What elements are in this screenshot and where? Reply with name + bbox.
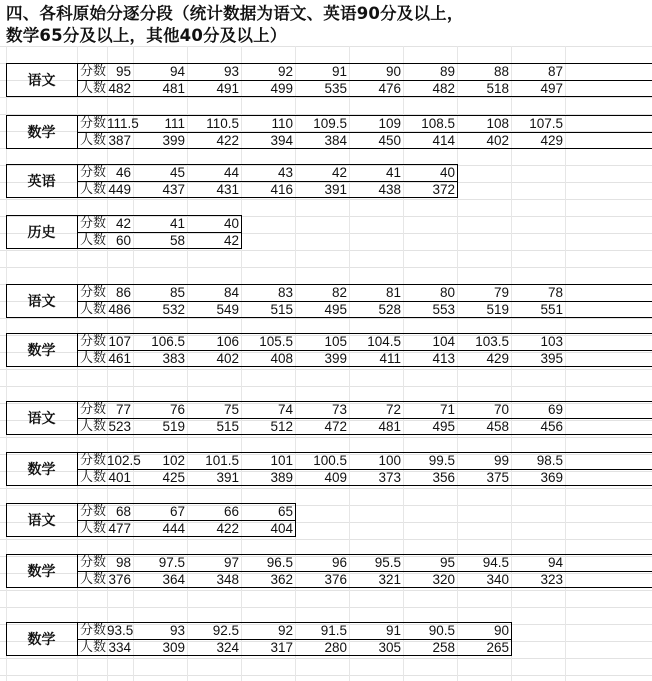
score-cell: 66 [223, 504, 239, 519]
count-cell: 60 [115, 233, 131, 248]
score-cell: 106.5 [151, 334, 185, 349]
count-cell: 532 [162, 302, 185, 317]
score-row-label: 分数 [80, 216, 107, 231]
count-cell: 431 [216, 182, 239, 197]
score-cell: 71 [439, 402, 455, 417]
count-cell: 429 [540, 133, 563, 148]
title-line-2: 数学65分及以上，其他40分及以上） [6, 26, 287, 45]
count-cell: 425 [162, 470, 185, 485]
title-line-1: 四、各科原始分逐分段（统计数据为语文、英语90分及以上， [6, 4, 464, 23]
score-cell: 77 [115, 402, 131, 417]
count-row-label: 人数 [80, 351, 107, 366]
subject-name: 语文 [27, 411, 56, 427]
score-cell: 110.5 [206, 116, 239, 131]
count-cell: 340 [486, 572, 509, 587]
count-row-label: 人数 [80, 419, 107, 434]
subject-block [0, 622, 652, 656]
count-cell: 369 [540, 470, 563, 485]
count-cell: 549 [216, 302, 239, 317]
score-cell: 97.5 [158, 555, 185, 570]
count-cell: 437 [162, 182, 185, 197]
subject-block [0, 333, 652, 367]
score-cell: 93 [223, 64, 239, 79]
count-row [77, 418, 652, 435]
count-row-label: 人数 [80, 182, 107, 197]
score-row-label: 分数 [80, 555, 107, 570]
score-cell: 75 [223, 402, 239, 417]
score-cell: 91 [385, 623, 401, 638]
count-cell: 402 [216, 351, 239, 366]
subject-name: 语文 [27, 73, 56, 89]
count-cell: 399 [324, 351, 347, 366]
score-cell: 107.5 [529, 116, 563, 131]
score-cell: 96 [331, 555, 347, 570]
score-cell: 80 [439, 285, 455, 300]
count-cell: 356 [432, 470, 455, 485]
score-cell: 96.5 [266, 555, 293, 570]
score-cell: 67 [169, 504, 185, 519]
count-cell: 477 [108, 521, 131, 536]
count-cell: 515 [270, 302, 293, 317]
score-cell: 85 [169, 285, 185, 300]
score-row-label: 分数 [80, 285, 107, 300]
count-cell: 376 [108, 572, 131, 587]
count-cell: 482 [108, 81, 131, 96]
score-cell: 92 [277, 623, 293, 638]
subject-block [0, 284, 652, 318]
score-cell: 46 [115, 165, 131, 180]
score-cell: 99.5 [428, 453, 455, 468]
score-cell: 41 [169, 216, 185, 231]
count-cell: 553 [432, 302, 455, 317]
score-cell: 92 [277, 64, 293, 79]
subject-block [0, 401, 652, 435]
count-cell: 320 [432, 572, 455, 587]
count-cell: 438 [378, 182, 401, 197]
score-cell: 42 [115, 216, 131, 231]
count-row-label: 人数 [80, 302, 107, 317]
count-cell: 383 [162, 351, 185, 366]
score-cell: 109.5 [313, 116, 347, 131]
count-cell: 491 [216, 81, 239, 96]
score-cell: 94 [169, 64, 185, 79]
count-cell: 372 [432, 182, 455, 197]
count-cell: 519 [486, 302, 509, 317]
count-cell: 323 [540, 572, 563, 587]
score-row-label: 分数 [80, 402, 107, 417]
count-cell: 444 [162, 521, 185, 536]
count-cell: 422 [216, 521, 239, 536]
score-row [77, 452, 652, 469]
score-row [77, 401, 652, 418]
score-cell: 70 [493, 402, 509, 417]
count-cell: 449 [108, 182, 131, 197]
score-cell: 86 [115, 285, 131, 300]
score-cell: 45 [169, 165, 185, 180]
count-cell: 391 [324, 182, 347, 197]
subject-name: 英语 [27, 174, 56, 190]
score-row [77, 554, 652, 571]
score-cell: 105.5 [259, 334, 293, 349]
count-cell: 486 [108, 302, 131, 317]
score-cell: 94 [547, 555, 563, 570]
count-cell: 495 [432, 419, 455, 434]
count-cell: 280 [324, 640, 347, 655]
score-cell: 91 [331, 64, 347, 79]
score-cell: 73 [331, 402, 347, 417]
count-cell: 321 [378, 572, 401, 587]
score-cell: 90 [493, 623, 509, 638]
count-cell: 265 [486, 640, 509, 655]
score-row [77, 215, 652, 232]
score-cell: 108 [486, 116, 509, 131]
score-row [77, 503, 652, 520]
count-row [77, 350, 652, 367]
score-cell: 90 [385, 64, 401, 79]
count-row-label: 人数 [80, 233, 107, 248]
score-cell: 105 [324, 334, 347, 349]
count-cell: 42 [223, 233, 239, 248]
count-cell: 258 [432, 640, 455, 655]
count-cell: 476 [378, 81, 401, 96]
score-cell: 40 [439, 165, 455, 180]
count-cell: 348 [216, 572, 239, 587]
count-row-label: 人数 [80, 640, 107, 655]
score-row-label: 分数 [80, 623, 107, 638]
count-row-label: 人数 [80, 572, 107, 587]
count-cell: 413 [432, 351, 455, 366]
score-cell: 111.5 [107, 116, 139, 131]
score-cell: 81 [385, 285, 401, 300]
score-cell: 65 [277, 504, 293, 519]
score-row-label: 分数 [80, 116, 107, 131]
count-row [77, 132, 652, 149]
count-cell: 551 [540, 302, 563, 317]
count-cell: 497 [540, 81, 563, 96]
count-cell: 389 [270, 470, 293, 485]
score-cell: 101.5 [205, 453, 239, 468]
count-cell: 499 [270, 81, 293, 96]
score-cell: 103.5 [475, 334, 509, 349]
count-row [77, 80, 652, 97]
score-cell: 83 [277, 285, 293, 300]
score-cell: 93.5 [107, 623, 134, 638]
count-row-label: 人数 [80, 470, 107, 485]
page-title [6, 3, 646, 47]
count-cell: 401 [108, 470, 131, 485]
score-cell: 100.5 [313, 453, 347, 468]
count-cell: 481 [162, 81, 185, 96]
score-cell: 101 [270, 453, 293, 468]
count-cell: 528 [378, 302, 401, 317]
score-cell: 93 [169, 623, 185, 638]
subject-block [0, 215, 652, 249]
count-cell: 458 [486, 419, 509, 434]
count-row [77, 639, 652, 656]
score-cell: 84 [223, 285, 239, 300]
count-cell: 456 [540, 419, 563, 434]
count-cell: 373 [378, 470, 401, 485]
score-cell: 42 [331, 165, 347, 180]
score-cell: 95.5 [374, 555, 401, 570]
count-cell: 515 [216, 419, 239, 434]
count-cell: 416 [270, 182, 293, 197]
score-cell: 43 [277, 165, 293, 180]
count-row-label: 人数 [80, 521, 107, 536]
score-row-label: 分数 [80, 165, 107, 180]
count-cell: 481 [378, 419, 401, 434]
score-cell: 89 [439, 64, 455, 79]
subject-name: 语文 [27, 513, 56, 529]
count-cell: 394 [270, 133, 293, 148]
score-cell: 102.5 [107, 453, 141, 468]
count-row [77, 232, 652, 249]
count-row [77, 571, 652, 588]
count-cell: 404 [270, 521, 293, 536]
score-cell: 108.5 [421, 116, 455, 131]
score-cell: 41 [385, 165, 401, 180]
count-row-label: 人数 [80, 133, 107, 148]
subject-block [0, 115, 652, 149]
count-cell: 523 [108, 419, 131, 434]
score-cell: 90.5 [428, 623, 455, 638]
count-cell: 362 [270, 572, 293, 587]
count-cell: 58 [169, 233, 185, 248]
score-cell: 99 [493, 453, 509, 468]
score-cell: 95 [439, 555, 455, 570]
score-cell: 95 [115, 64, 131, 79]
count-cell: 472 [324, 419, 347, 434]
score-row [77, 115, 652, 132]
score-row-label: 分数 [80, 334, 107, 349]
count-cell: 408 [270, 351, 293, 366]
score-cell: 100 [378, 453, 401, 468]
count-cell: 495 [324, 302, 347, 317]
score-cell: 44 [223, 165, 239, 180]
count-cell: 305 [378, 640, 401, 655]
subject-name: 数学 [27, 632, 56, 648]
score-cell: 69 [547, 402, 563, 417]
score-cell: 88 [493, 64, 509, 79]
subject-name: 数学 [27, 125, 56, 141]
score-cell: 92.5 [212, 623, 239, 638]
score-cell: 68 [115, 504, 131, 519]
count-cell: 402 [486, 133, 509, 148]
subject-block [0, 554, 652, 588]
score-row [77, 63, 652, 80]
count-cell: 461 [108, 351, 131, 366]
count-cell: 364 [162, 572, 185, 587]
count-cell: 414 [432, 133, 455, 148]
score-cell: 76 [169, 402, 185, 417]
score-cell: 107 [108, 334, 131, 349]
score-cell: 82 [331, 285, 347, 300]
subject-block [0, 452, 652, 486]
score-cell: 79 [493, 285, 509, 300]
score-cell: 109 [378, 116, 401, 131]
score-cell: 110 [271, 116, 293, 131]
count-cell: 450 [378, 133, 401, 148]
count-cell: 317 [270, 640, 293, 655]
subject-block [0, 503, 652, 537]
count-cell: 309 [162, 640, 185, 655]
score-row [77, 333, 652, 350]
count-cell: 375 [486, 470, 509, 485]
score-cell: 102 [162, 453, 185, 468]
score-cell: 94.5 [482, 555, 509, 570]
count-cell: 535 [324, 81, 347, 96]
score-row-label: 分数 [80, 453, 107, 468]
count-cell: 391 [216, 470, 239, 485]
count-cell: 518 [486, 81, 509, 96]
score-cell: 104 [432, 334, 455, 349]
count-cell: 399 [162, 133, 185, 148]
score-cell: 98.5 [536, 453, 563, 468]
score-row-label: 分数 [80, 504, 107, 519]
count-cell: 376 [324, 572, 347, 587]
subject-name: 数学 [27, 343, 56, 359]
count-cell: 429 [486, 351, 509, 366]
score-cell: 106 [216, 334, 239, 349]
score-cell: 74 [277, 402, 293, 417]
count-row-label: 人数 [80, 81, 107, 96]
score-row [77, 164, 652, 181]
score-cell: 87 [547, 64, 563, 79]
subject-name: 历史 [27, 225, 56, 241]
count-cell: 422 [216, 133, 239, 148]
count-cell: 411 [379, 351, 401, 366]
count-cell: 409 [324, 470, 347, 485]
count-row [77, 301, 652, 318]
subject-name: 语文 [27, 294, 56, 310]
subject-name: 数学 [27, 564, 56, 580]
count-cell: 324 [216, 640, 239, 655]
subject-name: 数学 [27, 462, 56, 478]
subject-block [0, 63, 652, 97]
score-cell: 111 [164, 116, 185, 131]
count-cell: 395 [540, 351, 563, 366]
count-cell: 512 [270, 419, 293, 434]
count-cell: 387 [108, 133, 131, 148]
score-cell: 103 [540, 334, 563, 349]
score-row [77, 622, 652, 639]
score-cell: 104.5 [367, 334, 401, 349]
score-cell: 78 [547, 285, 563, 300]
count-row [77, 181, 652, 198]
score-row [77, 284, 652, 301]
subject-block [0, 164, 652, 198]
count-cell: 334 [108, 640, 131, 655]
score-cell: 97 [223, 555, 239, 570]
score-cell: 98 [115, 555, 131, 570]
score-row-label: 分数 [80, 64, 107, 79]
count-row [77, 520, 652, 537]
count-cell: 384 [324, 133, 347, 148]
score-cell: 91.5 [320, 623, 347, 638]
count-cell: 519 [162, 419, 185, 434]
count-row [77, 469, 652, 486]
score-cell: 40 [223, 216, 239, 231]
score-cell: 72 [385, 402, 401, 417]
count-cell: 482 [432, 81, 455, 96]
